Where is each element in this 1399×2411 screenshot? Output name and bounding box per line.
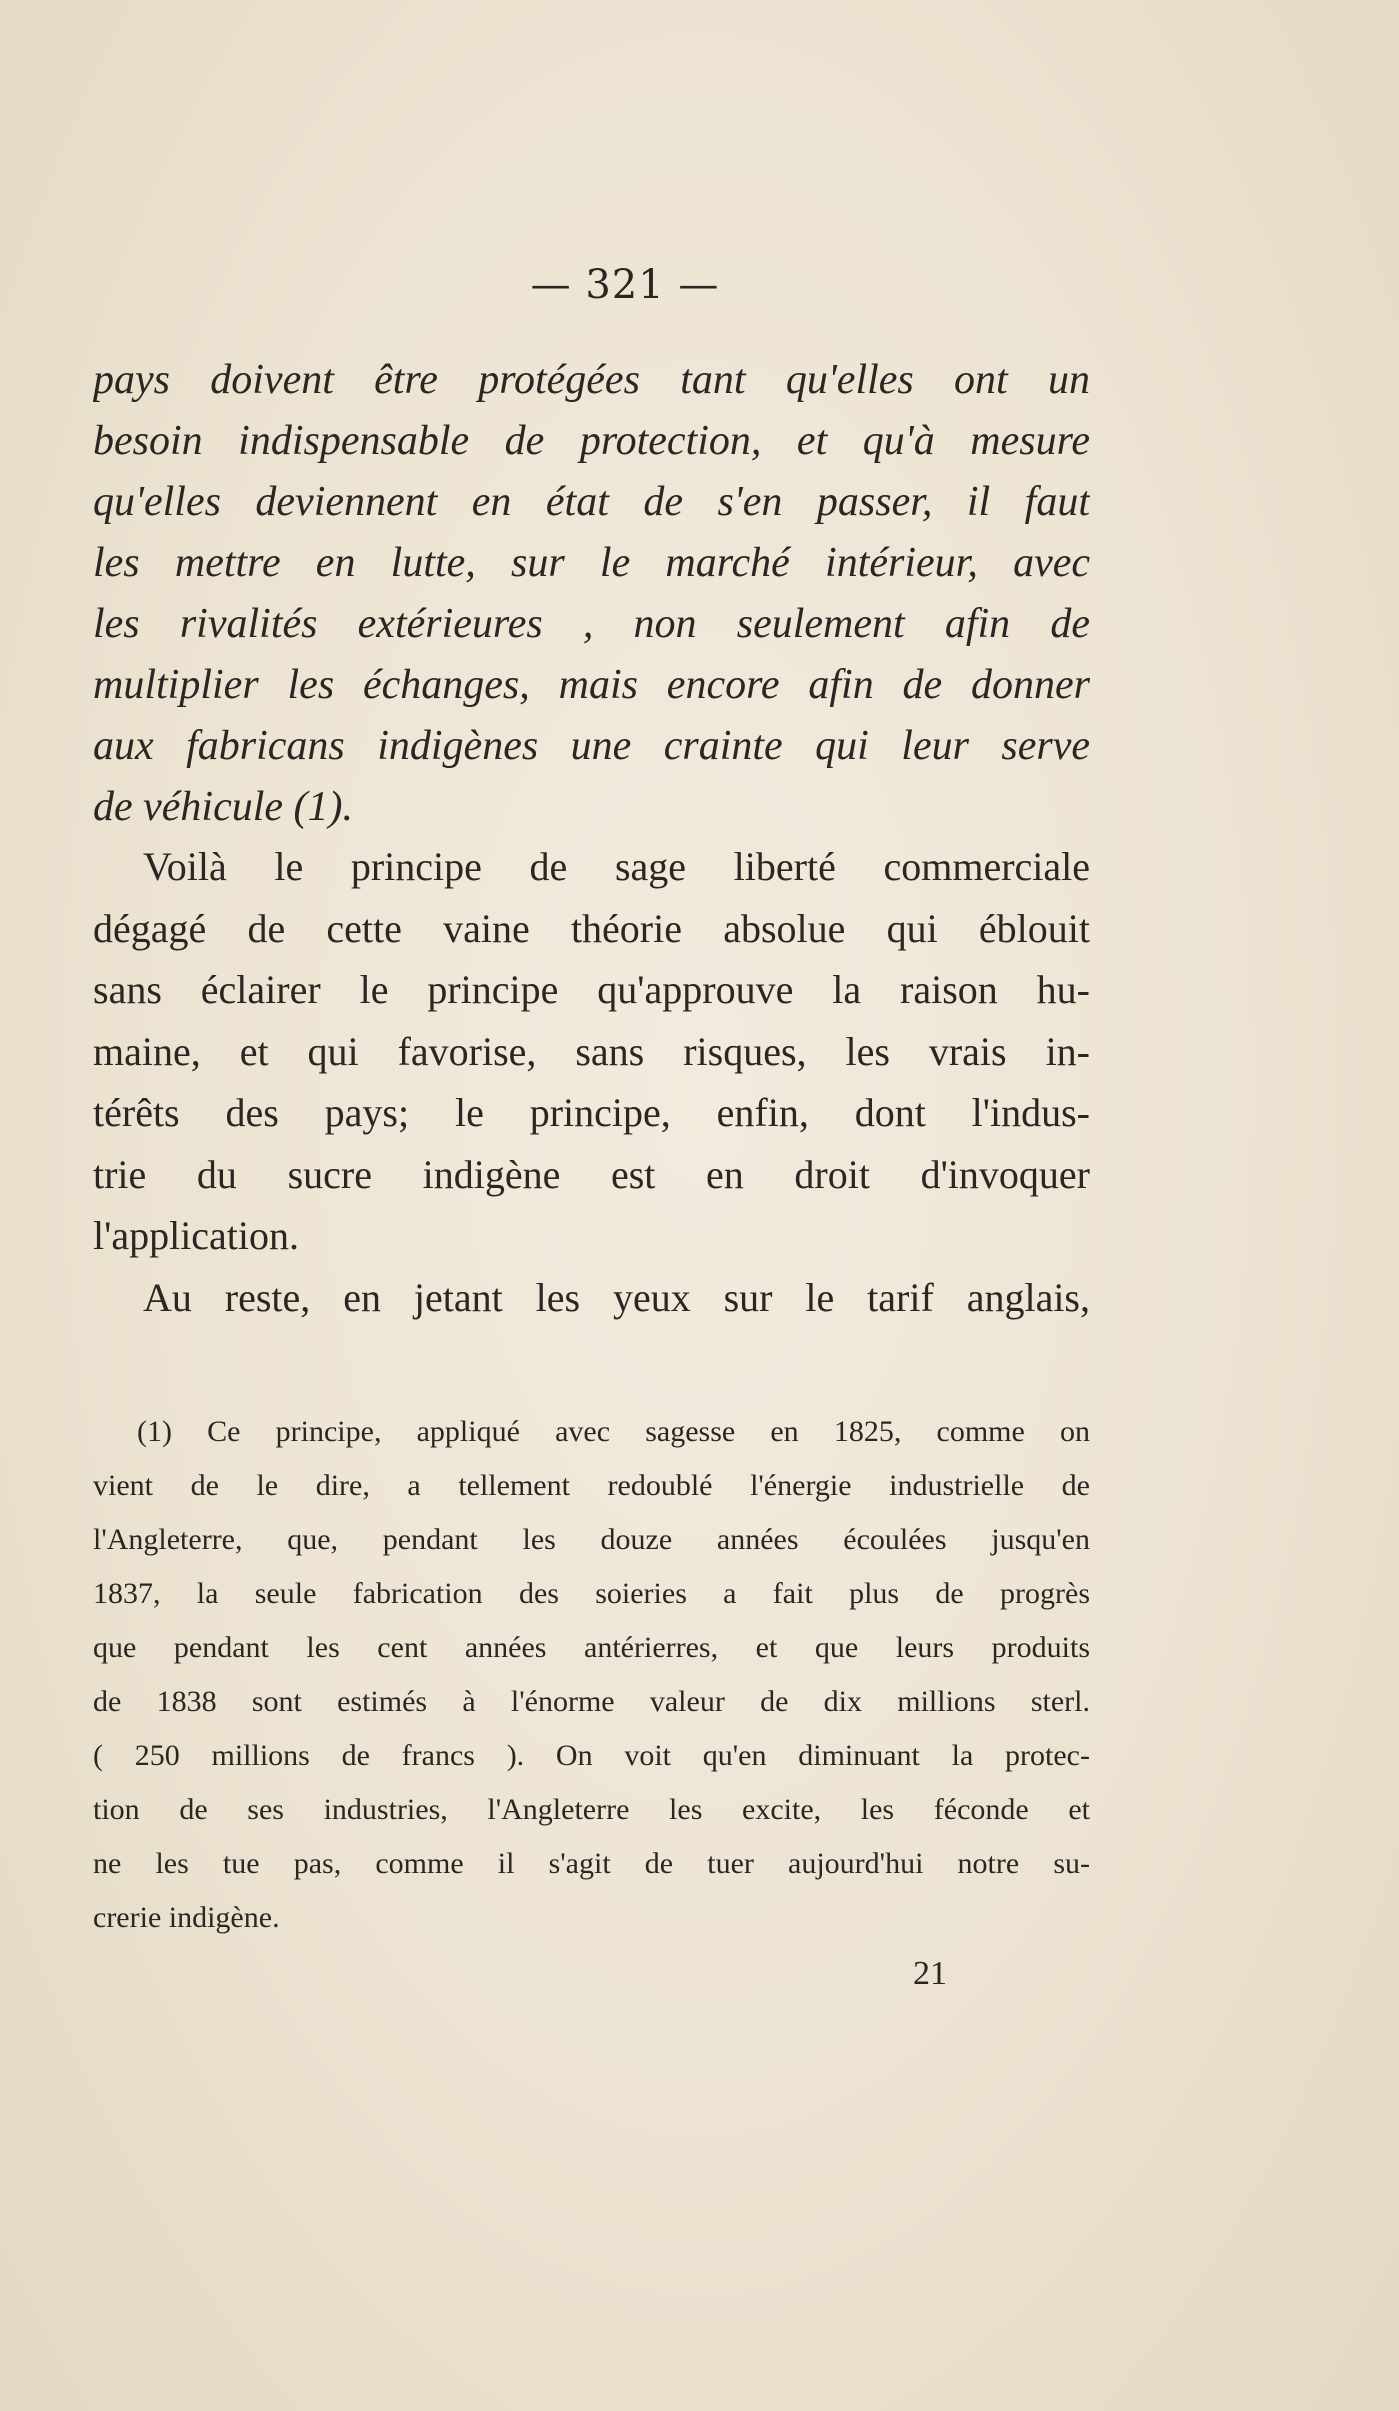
footnote-line: l'Angleterre, que, pendant les douze années écoulées jusqu'en: [93, 1523, 1090, 1556]
footnote-line: crerie indigène.: [93, 1901, 280, 1934]
text-line: dégagé de cette vaine théorie absolue qui éblouit: [93, 905, 1090, 951]
text-line: de véhicule (1).: [93, 784, 354, 830]
text-line: maine, et qui favorise, sans risques, les vrais in-: [93, 1028, 1090, 1074]
text-line: les mettre en lutte, sur le marché intérieur, avec: [93, 540, 1090, 586]
footnote-line: tion de ses industries, l'Angleterre les excite, les féconde et: [93, 1793, 1090, 1826]
text-line: aux fabricans indigènes une crainte qui leur serve: [93, 723, 1090, 769]
footnote-line: de 1838 sont estimés à l'énorme valeur de dix millions sterl.: [93, 1685, 1090, 1718]
footnote-line: (1) Ce principe, appliqué avec sagesse en 1825, comme on: [137, 1415, 1090, 1448]
signature-mark: 21: [913, 1955, 947, 1992]
footnote-line: que pendant les cent années antérierres, et que leurs produits: [93, 1631, 1090, 1664]
body-paragraphs: [93, 836, 1090, 1328]
footnote: [93, 1405, 1090, 1945]
text-line: térêts des pays; le principe, enfin, dont l'indus-: [93, 1090, 1090, 1135]
text-line: multiplier les échanges, mais encore afin de donner: [93, 662, 1090, 708]
footnote-line: ( 250 millions de francs ). On voit qu'en diminuant la protec-: [93, 1739, 1090, 1772]
text-line: Au reste, en jetant les yeux sur le tarif anglais,: [143, 1274, 1090, 1320]
text-line: qu'elles deviennent en état de s'en passer, il faut: [93, 479, 1090, 525]
text-line: trie du sucre indigène est en droit d'invoquer: [93, 1151, 1090, 1197]
text-line: pays doivent être protégées tant qu'elles ont un: [93, 357, 1090, 403]
text-line: les rivalités extérieures , non seulement afin de: [93, 601, 1090, 647]
text-line: Voilà le principe de sage liberté commerciale: [143, 844, 1090, 889]
text-line: besoin indispensable de protection, et qu'à mesure: [93, 418, 1090, 464]
text-line: l'application.: [93, 1213, 300, 1258]
footnote-line: vient de le dire, a tellement redoublé l'énergie industrielle de: [93, 1469, 1090, 1502]
footnote-line: ne les tue pas, comme il s'agit de tuer aujourd'hui notre su-: [93, 1847, 1090, 1880]
footnote-line: 1837, la seule fabrication des soieries a fait plus de progrès: [93, 1577, 1090, 1610]
italic-paragraph: [93, 350, 1090, 838]
text-line: sans éclairer le principe qu'approuve la raison hu-: [93, 967, 1090, 1012]
page-number: — 321 —: [530, 262, 720, 308]
